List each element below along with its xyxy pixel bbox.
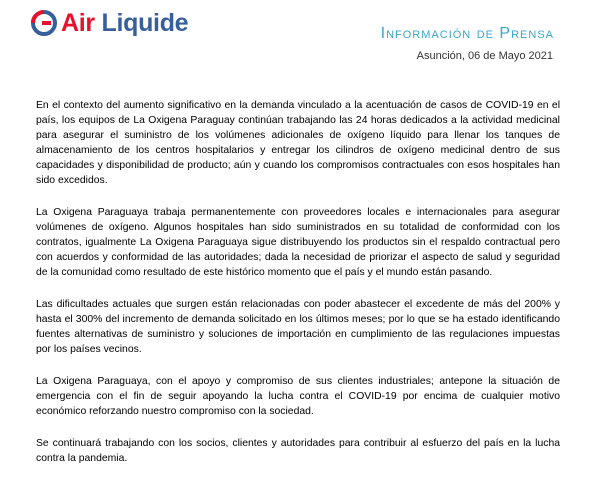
air-liquide-logo-icon	[31, 10, 57, 36]
paragraph-1: En el contexto del aumento significativo en la demanda vinculado a la acentuación de casos de COVID-19 en el país, los equipos de La Oxigena Paraguay continúan trabajando las 24 horas dedicados a la actividad medicinal para asegurar el suministro de los volúmenes adicionales de oxígeno líquido para llenar los tanques de almacenamiento de los centros hospitalarios y entregar los cilindros de oxígeno medicinal dentro de sus capacidades y disponibilidad de producto; aún y cuando los compromisos contractuales con esos hospitales han sido excedidos.	[36, 100, 560, 186]
paragraph-2: La Oxigena Paraguaya trabaja permanentemente con proveedores locales e internacionales para asegurar volúmenes de oxígeno. Algunos hospitales han sido suministrados en su totalidad de conformidad con los contratos, igualmente La Oxigena Paraguaya sigue distribuyendo los productos sin el respaldo contractual pero con acuerdos y conformidad de las autoridades; dada la necesidad de priorizar el aspecto de salud y seguridad de la comunidad como resultado de este histórico momento que el país y el mundo están pasando.	[36, 207, 560, 278]
logo-wordmark	[61, 9, 188, 37]
press-date: Asunción, 06 de Mayo 2021	[416, 50, 553, 62]
logo-word-liquide: Liquide	[101, 9, 189, 37]
logo-word-air: Air	[61, 9, 95, 37]
air-liquide-logo	[31, 9, 188, 37]
paragraph-5: Se continuará trabajando con los socios, clientes y autoridades para contribuir al esfuerzo del país en la lucha contra la pandemia.	[36, 438, 560, 464]
paragraph-4: La Oxigena Paraguaya, con el apoyo y compromiso de sus clientes industriales; antepone la situación de emergencia con el fin de seguir apoyando la lucha contra el COVID-19 por encima de cualquier motivo económico reforzando nuestro compromiso con la sociedad.	[36, 376, 560, 417]
paragraph-3: Las dificultades actuales que surgen están relacionadas con poder abastecer el excedente de más del 200% y hasta el 300% del incremento de demanda solicitado en los últimos meses; por lo que se ha estado identificando fuentes alternativas de suministro y soluciones de importación en cumplimiento de las regulaciones impuestas por los países vecinos.	[36, 299, 560, 355]
press-title: Información de Prensa	[380, 25, 554, 42]
document-header	[0, 0, 600, 80]
press-body	[36, 98, 560, 483]
